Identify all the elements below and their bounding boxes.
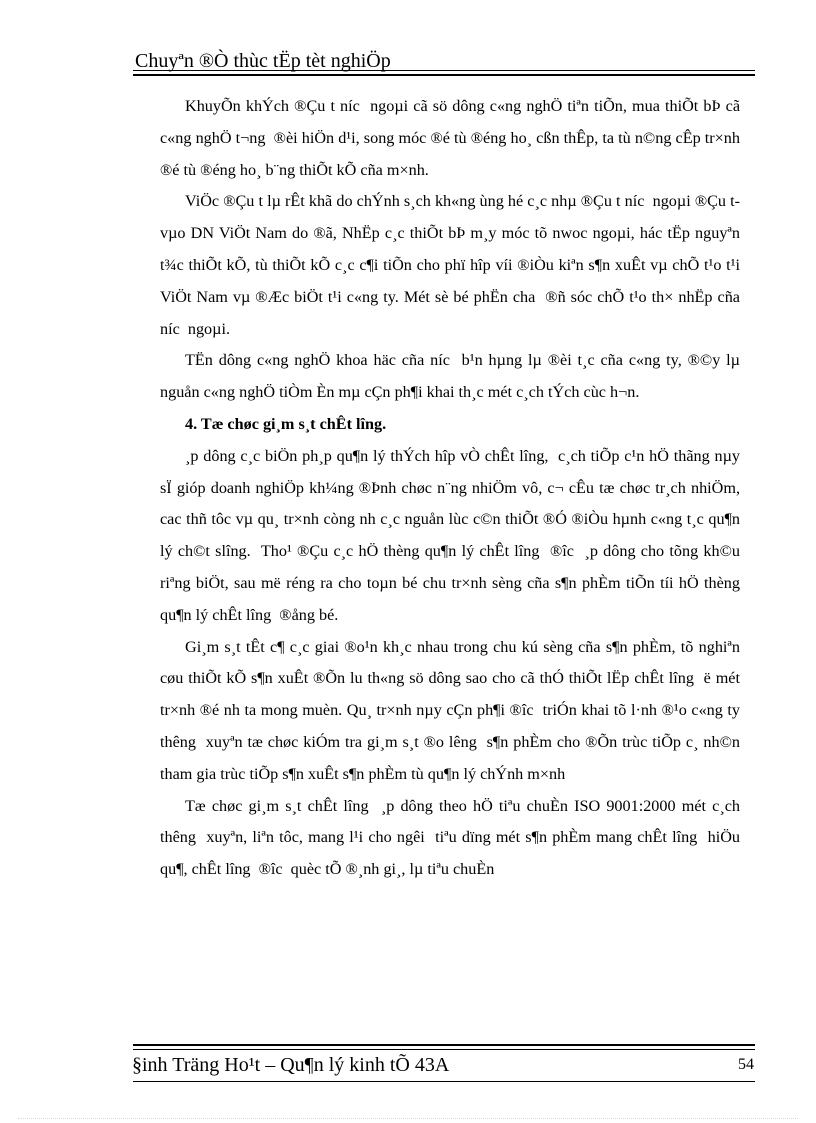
paragraph-5: Gi¸m s¸t tÊt c¶ c¸c giai ®o¹n kh¸c nhau trong chu kú sèng cña s¶n phÈm, tõ nghiªn cøu thiÕt kÕ s¶n xuÊt ®Õn lu th«ng sö dông sao cho cã thÓ thiÕt lËp chÊt lîng ë mét tr×nh ®é nh ta mong muèn. Qu¸ tr×nh nµy cÇn ph¶i ®îc triÓn khai tõ l·nh ®¹o c«ng ty thêng xuyªn tæ chøc kiÓm tra gi¸m s¸t ®o lêng s¶n phÈm cho ®Õn trùc tiÕp c¸ nh©n tham gia trùc tiÕp s¶n xuÊt s¶n phÈm tù qu¶n lý chÝnh m×nh (160, 637, 740, 783)
page-number: 54 (738, 1056, 754, 1073)
body-text (160, 91, 740, 886)
page-header-title: Chuyªn ®Ò thùc tËp tèt nghiÖp (135, 50, 391, 72)
footer-rule-thin (133, 1049, 755, 1050)
paragraph-4: ¸p dông c¸c biÖn ph¸p qu¶n lý thÝch hîp vÒ chÊt lîng, c¸ch tiÕp c¹n hÖ thãng nµy sÏ gióp doanh nghiÖp kh¼ng ®Þnh chøc n¨ng nhiÖm vô, c¬ cÊu tæ chøc tr¸ch nhiÖm, cac thñ tôc vµ qu¸ tr×nh còng nh c¸c nguån lùc c©n thiÕt ®Ó ®iÒu hµnh c«ng t¸c qu¶n lý ch©t slîng. Tho¹ ®Çu c¸c hÖ thèng qu¶n lý chÊt lîng ®îc ¸p dông cho tõng kh©u riªng biÖt, sau më réng ra cho toµn bé chu tr×nh sèng cña s¶n phÈm tiÕn tíi hÖ thèng qu¶n lý chÊt lîng ®ång bé. (160, 446, 740, 624)
section-heading: 4. Tæ chøc gi¸m s¸t chÊt lîng. (185, 414, 387, 433)
paragraph-3: TËn dông c«ng nghÖ khoa häc cña níc b¹n hµng lµ ®èi t¸c cña c«ng ty, ®©y lµ nguån c«ng nghÖ tiÒm Èn mµ cÇn ph¶i khai th¸c mét c¸ch tÝch cùc h¬n. (160, 351, 740, 402)
paragraph-6: Tæ chøc gi¸m s¸t chÊt lîng ¸p dông theo hÖ tiªu chuÈn ISO 9001:2000 mét c¸ch thêng xuyªn, liªn tôc, mang l¹i cho ngêi tiªu dïng mét s¶n phÈm mang chÊt lîng hiÖu qu¶, chÊt lîng ®îc quèc tÕ ®¸nh gi¸, lµ tiªu chuÈn (160, 796, 740, 879)
paragraph-2: ViÖc ®Çu t lµ rÊt khã do chÝnh s¸ch kh«ng ùng hé c¸c nhµ ®Çu t níc ngoµi ®Çu t vµo DN ViÖt Nam do ®ã, NhËp c¸c thiÕt bÞ m¸y móc tõ nwoc ngoµi, hác tËp nguyªn t¾c thiÕt kÕ, tù thiÕt kÕ c¸c c¶i tiÕn cho phï hîp víi ®iÒu kiªn s¶n xuÊt vµ chÕ t¹o t¹i ViÖt Nam vµ ®Æc biÖt t¹i c«ng ty. Mét sè bé phËn cha ®ñ sóc chÕ t¹o th× nhËp cña níc ngoµi. (160, 192, 740, 338)
header-rule-thick (133, 74, 755, 76)
footer-author: §inh Träng Ho¹t – Qu¶n lý kinh tÕ 43A (132, 1054, 450, 1076)
footer-bottom-rule (133, 1081, 755, 1082)
paragraph-1: KhuyÕn khÝch ®Çu t níc ngoµi cã sö dông c«ng nghÖ tiªn tiÕn, mua thiÕt bÞ cã c«ng nghÖ t¬ng ®èi hiÖn d¹i, song móc ®é tù ®éng ho¸ cßn thÊp, ta tù n©ng cÊp tr×nh ®é tù ®éng ho¸ b¨ng thiÕt kÕ cña m×nh. (160, 97, 740, 179)
header-rule-thin (133, 70, 755, 71)
page-edge-divider (18, 1118, 798, 1119)
footer-rule-thick (133, 1044, 755, 1046)
